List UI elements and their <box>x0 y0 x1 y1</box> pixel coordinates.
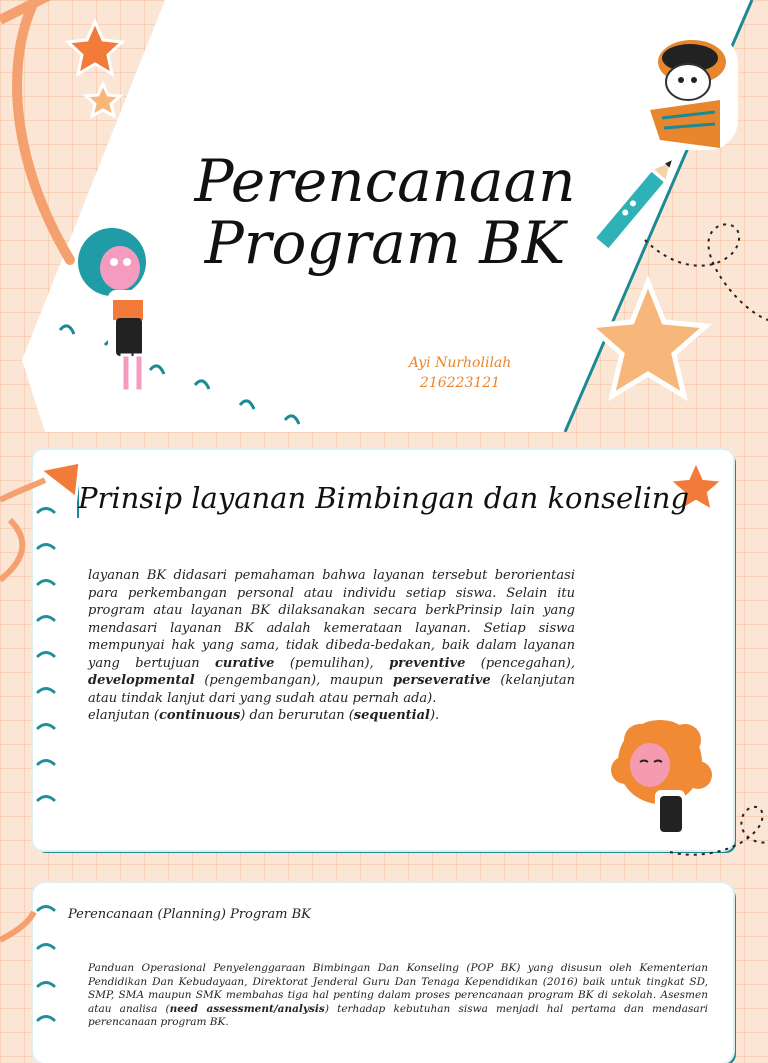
principles-paragraph-1: layanan BK didasari pemahaman bahwa layanan tersebut berorientasi para perkembangan personal atau individu setiap siswa. Selain itu program atau layanan BK dilaksanakan secara berkPrinsip lain yang mendasari layanan BK adalah kemerataan layanan. Setiap siswa mempunyai hak yang sama, tidak dibeda-bedakan, baik dalam layanan yang bertujuan curative (pemulihan), preventive (pencegahan), developmental (pengembangan), maupun perseverative (kelanjutan atau tindak lanjut dari yang sudah atau pernah ada). <box>88 568 576 706</box>
curly-girl-character-icon <box>610 718 714 835</box>
author-id: 216223121 <box>419 375 501 391</box>
principles-paragraph-2: elanjutan (continuous) dan berurutan (sequential). <box>88 708 440 723</box>
title-line-2: Program BK <box>204 209 566 277</box>
title-slide <box>0 0 768 432</box>
star-icon <box>68 22 122 74</box>
principles-body <box>88 567 575 725</box>
author-name: Ayi Nurholilah <box>408 355 512 371</box>
orange-swoosh <box>0 912 34 940</box>
boy-character-icon <box>642 34 738 150</box>
spiral-binding <box>38 509 54 801</box>
star-icon <box>86 84 120 116</box>
spiral-binding <box>38 907 54 1021</box>
dotted-path <box>645 224 768 320</box>
author-block <box>340 353 580 393</box>
planning-heading: Perencanaan (Planning) Program BK <box>68 907 311 922</box>
planning-body: Panduan Operasional Penyelenggaraan Bimbingan Dan Konseling (POP BK) yang disusun oleh Kementerian Pendidikan Dan Kebudayaan, Direktorat Jenderal Guru Dan Tenaga Kependidikan (2016) baik untuk tingkat SD, SMP, SMA maupun SMK membahas tiga hal penting dalam proses perencanaan program BK di sekolah. Asesmen atau analisa (need assessment/analysis) terhadap kebutuhan siswa menjadi hal pertama dan mendasari perencanaan program BK. <box>88 962 708 1028</box>
orange-swoosh <box>17 0 70 260</box>
orange-swoosh <box>0 480 45 500</box>
title-line-1: Perencanaan <box>194 147 576 215</box>
principles-heading: Prinsip layanan Bimbingan dan konseling <box>78 481 690 515</box>
slide-title <box>150 147 620 277</box>
